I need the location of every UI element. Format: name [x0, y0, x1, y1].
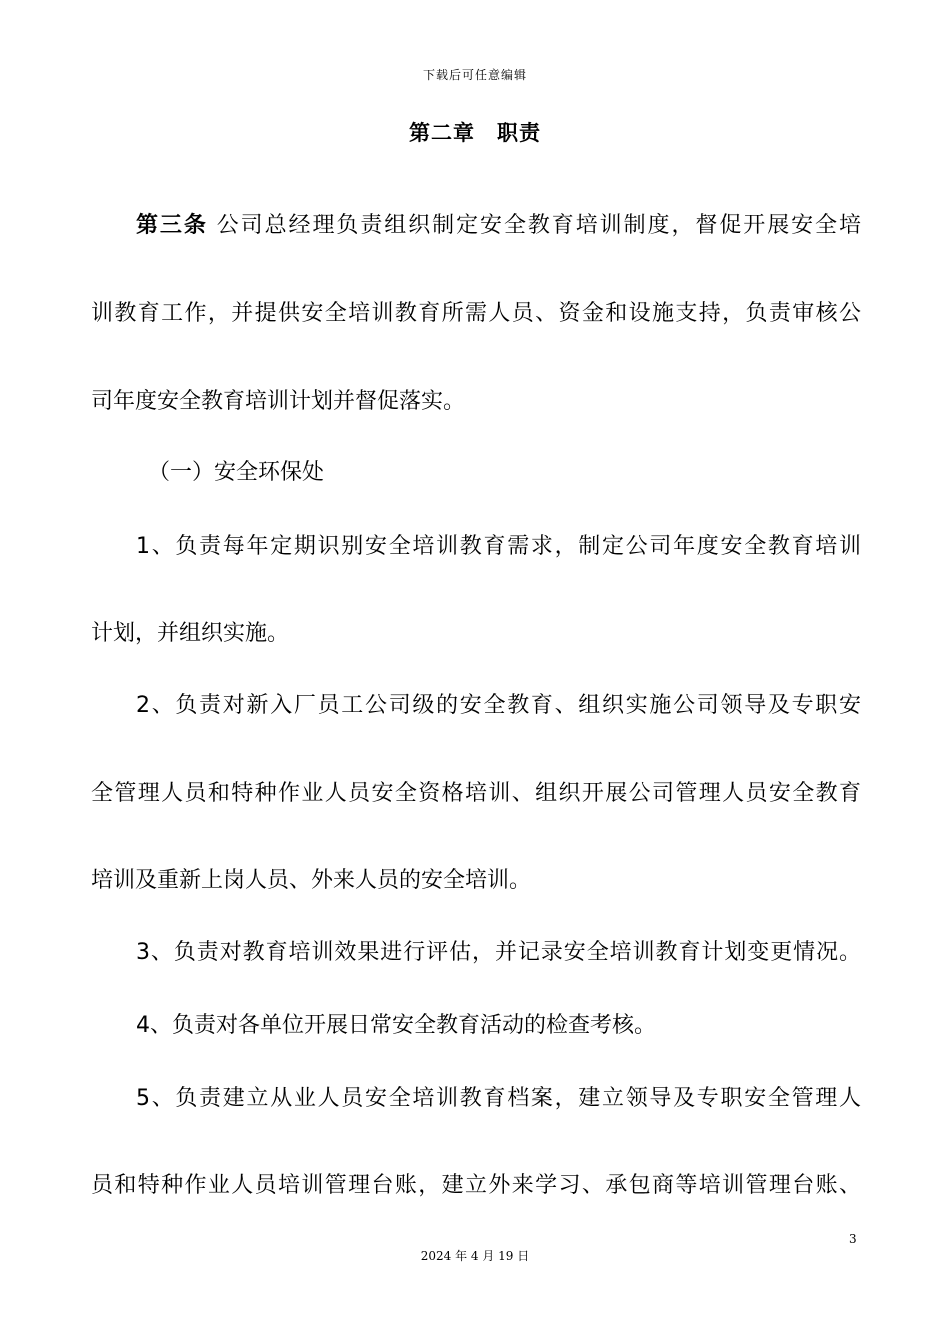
item-4-line-1: 4、负责对各单位开展日常安全教育活动的检查考核。	[136, 1013, 656, 1038]
chapter-title: 第二章 职责	[409, 121, 541, 145]
item-2-line-1: 2、负责对新入厂员工公司级的安全教育、组织实施公司领导及专职安	[136, 693, 861, 718]
header-note: 下载后可任意编辑	[422, 68, 527, 82]
article-text-1: 公司总经理负责组织制定安全教育培训制度，督促开展安全培	[216, 213, 861, 238]
article-line-1	[136, 211, 861, 241]
section-heading: （一）安全环保处	[148, 460, 325, 485]
item-2-line-3: 培训及重新上岗人员、外来人员的安全培训。	[91, 868, 532, 893]
item-2-line-2: 全管理人员和特种作业人员安全资格培训、组织开展公司管理人员安全教育	[91, 781, 861, 806]
item-1-line-1: 1、负责每年定期识别安全培训教育需求，制定公司年度安全教育培训	[136, 534, 861, 559]
article-label: 第三条	[136, 213, 208, 238]
article-line-2: 训教育工作，并提供安全培训教育所需人员、资金和设施支持，负责审核公	[91, 301, 861, 326]
item-3-line-1: 3、负责对教育培训效果进行评估，并记录安全培训教育计划变更情况。	[136, 940, 861, 965]
item-1-line-2: 计划，并组织实施。	[91, 621, 290, 646]
footer-date: 2024 年 4 月 19 日	[420, 1249, 530, 1263]
item-5-line-2: 员和特种作业人员培训管理台账，建立外来学习、承包商等培训管理台账、	[91, 1173, 861, 1198]
item-5-line-1: 5、负责建立从业人员安全培训教育档案，建立领导及专职安全管理人	[136, 1086, 861, 1111]
page-number: 3	[849, 1232, 857, 1246]
article-line-3: 司年度安全教育培训计划并督促落实。	[91, 389, 466, 414]
